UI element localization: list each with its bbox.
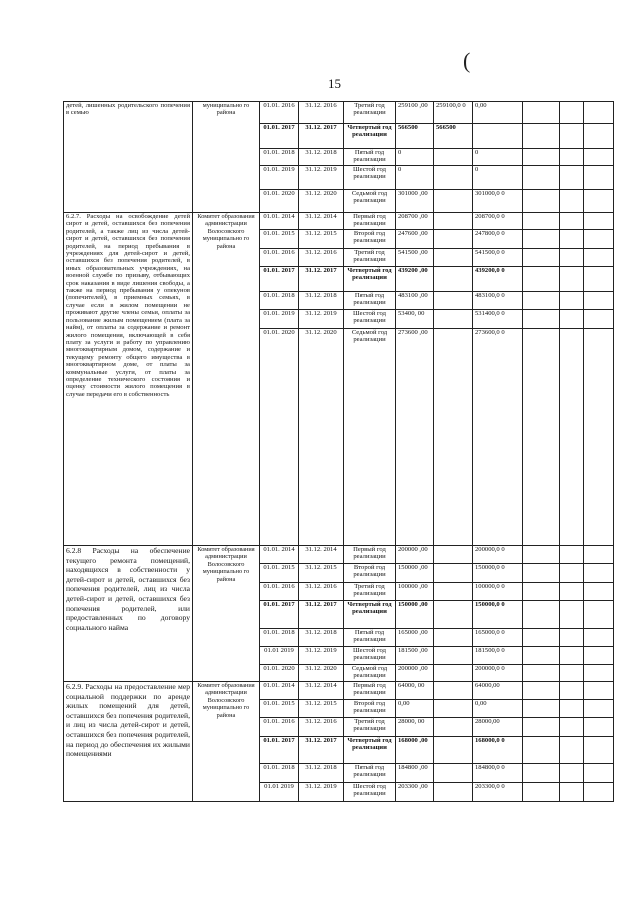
total-amount: 100000 ,00 — [396, 583, 434, 601]
end-date: 31.12. 2016 — [299, 718, 344, 737]
amount-col-5 — [560, 292, 584, 310]
start-date: 01.01 2019 — [260, 783, 299, 802]
amount-col-5 — [560, 718, 584, 737]
amount-col-6 — [584, 583, 614, 601]
amount-col-4 — [523, 783, 560, 802]
start-date: 01.01. 2018 — [260, 292, 299, 310]
end-date: 31.12. 2019 — [299, 310, 344, 329]
amount-col-3: 483100,0 0 — [473, 292, 523, 310]
amount-col-2 — [434, 682, 473, 700]
end-date: 31.12. 2017 — [299, 124, 344, 149]
amount-col-2 — [434, 267, 473, 292]
amount-col-3: 0,00 — [473, 700, 523, 718]
start-date: 01.01. 2017 — [260, 737, 299, 764]
amount-col-6 — [584, 230, 614, 249]
amount-col-2 — [434, 718, 473, 737]
total-amount: 541500 ,00 — [396, 249, 434, 267]
amount-col-2 — [434, 230, 473, 249]
phase-label: Седьмой год реализации — [344, 190, 396, 213]
phase-label: Первый год реализации — [344, 682, 396, 700]
phase-label: Шестой год реализации — [344, 647, 396, 665]
amount-col-5 — [560, 682, 584, 700]
amount-col-3: 181500,0 0 — [473, 647, 523, 665]
amount-col-2 — [434, 647, 473, 665]
amount-col-2 — [434, 665, 473, 682]
amount-col-5 — [560, 783, 584, 802]
amount-col-5 — [560, 249, 584, 267]
end-date: 31.12. 2019 — [299, 166, 344, 190]
amount-col-5 — [560, 764, 584, 783]
phase-label: Третий год реализации — [344, 249, 396, 267]
amount-col-6 — [584, 124, 614, 149]
phase-label: Пятый год реализации — [344, 292, 396, 310]
amount-col-5 — [560, 665, 584, 682]
amount-col-5 — [560, 124, 584, 149]
amount-col-2 — [434, 737, 473, 764]
amount-col-6 — [584, 764, 614, 783]
amount-col-5 — [560, 737, 584, 764]
amount-col-3: 531400,0 0 — [473, 310, 523, 329]
amount-col-3: 184800,0 0 — [473, 764, 523, 783]
start-date: 01.01. 2014 — [260, 682, 299, 700]
total-amount: 0,00 — [396, 700, 434, 718]
phase-label: Пятый год реализации — [344, 629, 396, 647]
phase-label: Четвертый год реализации — [344, 124, 396, 149]
amount-col-2 — [434, 700, 473, 718]
total-amount: 203300 ,00 — [396, 783, 434, 802]
amount-col-6 — [584, 249, 614, 267]
end-date: 31.12. 2018 — [299, 764, 344, 783]
total-amount: 200000 ,00 — [396, 665, 434, 682]
amount-col-2 — [434, 601, 473, 629]
amount-col-4 — [523, 583, 560, 601]
end-date: 31.12. 2016 — [299, 583, 344, 601]
amount-col-4 — [523, 230, 560, 249]
end-date: 31.12. 2014 — [299, 213, 344, 230]
phase-label: Седьмой год реализации — [344, 329, 396, 546]
start-date: 01.01. 2016 — [260, 249, 299, 267]
amount-col-4 — [523, 329, 560, 546]
amount-col-6 — [584, 718, 614, 737]
start-date: 01.01. 2016 — [260, 102, 299, 124]
executor: Комитет образования администрации Волосовского муниципально го района — [193, 546, 260, 682]
total-amount: 0 — [396, 166, 434, 190]
program-table — [63, 101, 614, 802]
corner-mark: ( — [463, 48, 471, 73]
start-date: 01.01. 2017 — [260, 601, 299, 629]
phase-label: Четвертый год реализации — [344, 737, 396, 764]
amount-col-4 — [523, 629, 560, 647]
measure-description: 6.2.8 Расходы на обеспечение текущего ремонта помещений, находящихся в собственности у детей-сирот и детей, оставшихся без попечения родителей, лиц из числа детей-сирот и детей, оставшихся без попечения родителей, или предоставленных по договору социального найма — [64, 546, 193, 682]
phase-label: Четвертый год реализации — [344, 267, 396, 292]
amount-col-3: 541500,0 0 — [473, 249, 523, 267]
amount-col-6 — [584, 190, 614, 213]
amount-col-3: 168000,0 0 — [473, 737, 523, 764]
amount-col-3: 200000,0 0 — [473, 546, 523, 564]
measure-description: детей, лишенных родительского попечения в семью — [64, 102, 193, 213]
table-row — [64, 546, 614, 564]
amount-col-4 — [523, 292, 560, 310]
amount-col-4 — [523, 267, 560, 292]
amount-col-4 — [523, 682, 560, 700]
amount-col-4 — [523, 601, 560, 629]
start-date: 01.01. 2014 — [260, 213, 299, 230]
end-date: 31.12. 2017 — [299, 737, 344, 764]
amount-col-3: 301000,0 0 — [473, 190, 523, 213]
amount-col-3: 150000,0 0 — [473, 564, 523, 583]
total-amount: 208700 ,00 — [396, 213, 434, 230]
amount-col-4 — [523, 647, 560, 665]
measure-description: 6.2.7. Расходы на освобождение детей сирот и детей, оставшихся без попечения родителей, а также лиц из числа детей-сирот и детей, оставшихся без попечения родителей, на период пребывания в учреждениях для детей-сирот и детей, оставшихся без попечения родителей, в иных образовательных учреждениях, на военной службе по призыву, отбывающих срок наказания в виде лишения свободы, а также на период пребывания у опекунов (попечителей), в приемных семьях, в случае если в жилом помещении не проживают другие члены семьи, оплаты за пользование жилым помещением (плата за найм), от оплаты за содержание и ремонт жилого помещения, включающей в себя плату за услуги и работу по управлению многоквартирным домом, содержание и текущему ремонту общего имущества в многоквартирном доме, от платы за коммунальные услуги, от платы за определение технического состояния и оценку стоимости жилого помещения в случае передачи его в собственность — [64, 213, 193, 546]
phase-label: Седьмой год реализации — [344, 665, 396, 682]
phase-label: Шестой год реализации — [344, 166, 396, 190]
amount-col-3: 64000,00 — [473, 682, 523, 700]
amount-col-6 — [584, 166, 614, 190]
amount-col-5 — [560, 230, 584, 249]
executor: Комитет образования администрации Волосовского муниципально го района — [193, 682, 260, 802]
phase-label: Четвертый год реализации — [344, 601, 396, 629]
phase-label: Третий год реализации — [344, 583, 396, 601]
amount-col-6 — [584, 546, 614, 564]
amount-col-3: 203300,0 0 — [473, 783, 523, 802]
amount-col-6 — [584, 329, 614, 546]
amount-col-6 — [584, 213, 614, 230]
page-number: 15 — [328, 76, 341, 91]
amount-col-2 — [434, 583, 473, 601]
amount-col-3: 150000,0 0 — [473, 601, 523, 629]
executor: Комитет образования администрации Волосовского муниципально го района — [193, 213, 260, 546]
phase-label: Первый год реализации — [344, 213, 396, 230]
amount-col-5 — [560, 629, 584, 647]
amount-col-4 — [523, 546, 560, 564]
end-date: 31.12. 2018 — [299, 149, 344, 166]
amount-col-3: 28000,00 — [473, 718, 523, 737]
end-date: 31.12. 2016 — [299, 249, 344, 267]
amount-col-2: 566500 — [434, 124, 473, 149]
amount-col-3: 100000,0 0 — [473, 583, 523, 601]
start-date: 01.01. 2015 — [260, 700, 299, 718]
start-date: 01.01. 2020 — [260, 665, 299, 682]
end-date: 31.12. 2014 — [299, 682, 344, 700]
total-amount: 439200 ,00 — [396, 267, 434, 292]
amount-col-3: 0,00 — [473, 102, 523, 124]
amount-col-2 — [434, 564, 473, 583]
amount-col-4 — [523, 737, 560, 764]
total-amount: 53400, 00 — [396, 310, 434, 329]
amount-col-6 — [584, 149, 614, 166]
amount-col-3: 0 — [473, 166, 523, 190]
amount-col-3: 0 — [473, 149, 523, 166]
end-date: 31.12. 2019 — [299, 783, 344, 802]
amount-col-5 — [560, 190, 584, 213]
phase-label: Третий год реализации — [344, 718, 396, 737]
start-date: 01.01. 2018 — [260, 149, 299, 166]
total-amount: 184800 ,00 — [396, 764, 434, 783]
amount-col-2 — [434, 329, 473, 546]
start-date: 01.01. 2015 — [260, 564, 299, 583]
amount-col-4 — [523, 764, 560, 783]
start-date: 01.01. 2016 — [260, 583, 299, 601]
start-date: 01.01. 2020 — [260, 329, 299, 546]
amount-col-2: 259100,0 0 — [434, 102, 473, 124]
end-date: 31.12. 2014 — [299, 546, 344, 564]
amount-col-5 — [560, 267, 584, 292]
amount-col-4 — [523, 166, 560, 190]
amount-col-3: 439200,0 0 — [473, 267, 523, 292]
end-date: 31.12. 2016 — [299, 102, 344, 124]
total-amount: 566500 — [396, 124, 434, 149]
amount-col-6 — [584, 647, 614, 665]
amount-col-2 — [434, 783, 473, 802]
phase-label: Первый год реализации — [344, 546, 396, 564]
amount-col-6 — [584, 601, 614, 629]
amount-col-2 — [434, 190, 473, 213]
table-row — [64, 682, 614, 700]
end-date: 31.12. 2015 — [299, 564, 344, 583]
amount-col-2 — [434, 546, 473, 564]
phase-label: Второй год реализации — [344, 564, 396, 583]
amount-col-4 — [523, 665, 560, 682]
end-date: 31.12. 2017 — [299, 267, 344, 292]
amount-col-4 — [523, 213, 560, 230]
end-date: 31.12. 2020 — [299, 190, 344, 213]
program-table-body — [64, 102, 614, 802]
end-date: 31.12. 2015 — [299, 230, 344, 249]
amount-col-3: 247800,0 0 — [473, 230, 523, 249]
end-date: 31.12. 2018 — [299, 292, 344, 310]
amount-col-6 — [584, 564, 614, 583]
start-date: 01.01. 2019 — [260, 166, 299, 190]
amount-col-5 — [560, 149, 584, 166]
amount-col-4 — [523, 102, 560, 124]
total-amount: 150000 ,00 — [396, 564, 434, 583]
amount-col-5 — [560, 564, 584, 583]
amount-col-6 — [584, 737, 614, 764]
amount-col-2 — [434, 292, 473, 310]
amount-col-3: 273600,0 0 — [473, 329, 523, 546]
amount-col-6 — [584, 310, 614, 329]
total-amount: 273600 ,00 — [396, 329, 434, 546]
end-date: 31.12. 2018 — [299, 629, 344, 647]
amount-col-6 — [584, 629, 614, 647]
total-amount: 200000 ,00 — [396, 546, 434, 564]
phase-label: Второй год реализации — [344, 700, 396, 718]
amount-col-4 — [523, 190, 560, 213]
start-date: 01.01 2019 — [260, 647, 299, 665]
amount-col-4 — [523, 249, 560, 267]
start-date: 01.01. 2014 — [260, 546, 299, 564]
total-amount: 247600 ,00 — [396, 230, 434, 249]
amount-col-5 — [560, 700, 584, 718]
amount-col-4 — [523, 149, 560, 166]
start-date: 01.01. 2017 — [260, 267, 299, 292]
amount-col-2 — [434, 166, 473, 190]
amount-col-4 — [523, 124, 560, 149]
amount-col-2 — [434, 249, 473, 267]
amount-col-2 — [434, 310, 473, 329]
start-date: 01.01. 2016 — [260, 718, 299, 737]
start-date: 01.01. 2018 — [260, 764, 299, 783]
end-date: 31.12. 2015 — [299, 700, 344, 718]
end-date: 31.12. 2020 — [299, 329, 344, 546]
amount-col-6 — [584, 665, 614, 682]
total-amount: 301000 ,00 — [396, 190, 434, 213]
amount-col-4 — [523, 718, 560, 737]
amount-col-5 — [560, 213, 584, 230]
start-date: 01.01. 2017 — [260, 124, 299, 149]
amount-col-6 — [584, 292, 614, 310]
executor: муниципально го района — [193, 102, 260, 213]
phase-label: Шестой год реализации — [344, 783, 396, 802]
total-amount: 181500 ,00 — [396, 647, 434, 665]
total-amount: 150000 ,00 — [396, 601, 434, 629]
amount-col-2 — [434, 629, 473, 647]
amount-col-6 — [584, 783, 614, 802]
total-amount: 0 — [396, 149, 434, 166]
total-amount: 259100 ,00 — [396, 102, 434, 124]
amount-col-6 — [584, 102, 614, 124]
start-date: 01.01. 2018 — [260, 629, 299, 647]
amount-col-5 — [560, 546, 584, 564]
end-date: 31.12. 2020 — [299, 665, 344, 682]
end-date: 31.12. 2017 — [299, 601, 344, 629]
amount-col-5 — [560, 647, 584, 665]
start-date: 01.01. 2015 — [260, 230, 299, 249]
measure-description: 6.2.9. Расходы на предоставление мер социальной поддержки по аренде жилых помещений для детей, оставшихся без попечения родителей, и лиц из числа детей-сирот и детей, оставшихся без попечения родителей, на период до обеспечения их жилыми помещениями — [64, 682, 193, 802]
amount-col-5 — [560, 102, 584, 124]
amount-col-6 — [584, 700, 614, 718]
amount-col-3: 165000,0 0 — [473, 629, 523, 647]
amount-col-3 — [473, 124, 523, 149]
amount-col-4 — [523, 700, 560, 718]
total-amount: 168000 ,00 — [396, 737, 434, 764]
amount-col-5 — [560, 310, 584, 329]
start-date: 01.01. 2019 — [260, 310, 299, 329]
phase-label: Второй год реализации — [344, 230, 396, 249]
total-amount: 165000 ,00 — [396, 629, 434, 647]
total-amount: 483100 ,00 — [396, 292, 434, 310]
phase-label: Пятый год реализации — [344, 764, 396, 783]
phase-label: Пятый год реализации — [344, 149, 396, 166]
amount-col-5 — [560, 329, 584, 546]
table-row — [64, 102, 614, 124]
amount-col-4 — [523, 564, 560, 583]
amount-col-5 — [560, 583, 584, 601]
amount-col-6 — [584, 682, 614, 700]
amount-col-6 — [584, 267, 614, 292]
amount-col-5 — [560, 601, 584, 629]
amount-col-3: 200000,0 0 — [473, 665, 523, 682]
table-row — [64, 213, 614, 230]
phase-label: Третий год реализации — [344, 102, 396, 124]
amount-col-2 — [434, 213, 473, 230]
amount-col-2 — [434, 764, 473, 783]
start-date: 01.01. 2020 — [260, 190, 299, 213]
amount-col-3: 208700,0 0 — [473, 213, 523, 230]
end-date: 31.12. 2019 — [299, 647, 344, 665]
amount-col-2 — [434, 149, 473, 166]
total-amount: 28000, 00 — [396, 718, 434, 737]
amount-col-5 — [560, 166, 584, 190]
amount-col-4 — [523, 310, 560, 329]
total-amount: 64000, 00 — [396, 682, 434, 700]
phase-label: Шестой год реализации — [344, 310, 396, 329]
